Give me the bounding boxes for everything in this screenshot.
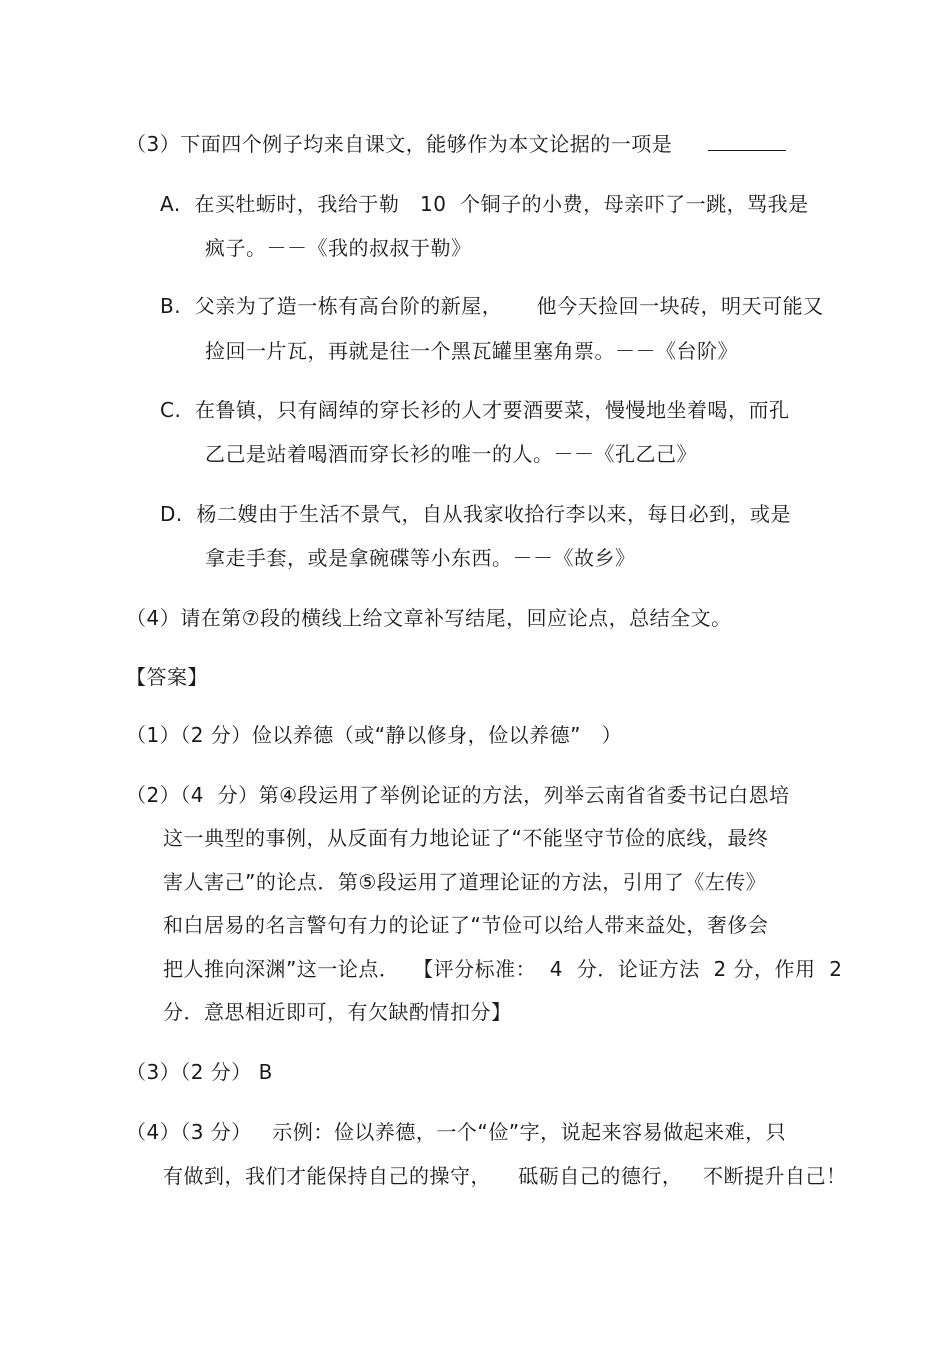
answer-blank (708, 132, 786, 151)
option-b-line1: B. 父亲为了造一栋有高台阶的新屋， 他今天捡回一块砖，明天可能又 (160, 294, 824, 318)
answer-2-line2: 这一典型的事例，从反面有力地论证了“不能坚守节俭的底线，最终 (163, 826, 769, 850)
answer-2-line3: 害人害己”的论点．第⑤段运用了道理论证的方法，引用了《左传》 (163, 870, 767, 894)
answer-2-line5: 把人推向深渊”这一论点． 【评分标准： 4 分．论证方法 2 分，作用 2 (163, 957, 843, 981)
option-b-line2: 捡回一片瓦，再就是往一个黑瓦罐里塞角票。－－《台阶》 (205, 339, 738, 363)
option-d-line2: 拿走手套，或是拿碗碟等小东西。－－《故乡》 (205, 546, 636, 570)
question-3-stem (126, 131, 786, 157)
option-d-line1: D. 杨二嫂由于生活不景气，自从我家收拾行李以来，每日必到，或是 (160, 502, 791, 526)
answer-1: （1）（2 分）俭以养德（或“静以修身，俭以养德” ） (126, 723, 623, 747)
answer-2-line1: （2）（4 分）第④段运用了举例论证的方法，列举云南省省委书记白恩培 (126, 783, 790, 807)
answer-2-line4: 和白居易的名言警句有力的论证了“节俭可以给人带来益处，奢侈会 (163, 913, 769, 937)
option-c-line2: 乙己是站着喝酒而穿长衫的唯一的人。－－《孔乙己》 (205, 442, 697, 466)
option-a-line2: 疯子。－－《我的叔叔于勒》 (205, 236, 472, 260)
question-3-text: （3）下面四个例子均来自课文，能够作为本文论据的一项是 (126, 132, 673, 156)
option-a-line1: A. 在买牡蛎时，我给于勒 10 个铜子的小费，母亲吓了一跳，骂我是 (160, 192, 809, 216)
answer-2-line6: 分．意思相近即可，有欠缺酌情扣分】 (163, 1000, 512, 1024)
answer-4-line1: （4）（3 分） 示例：俭以养德，一个“俭”字，说起来容易做起来难，只 (126, 1120, 787, 1144)
answer-3: （3）（2 分） B (126, 1060, 273, 1084)
answer-heading: 【答案】 (126, 665, 208, 689)
option-c-line1: C. 在鲁镇，只有阔绰的穿长衫的人才要酒要菜，慢慢地坐着喝，而孔 (160, 398, 790, 422)
question-4: （4）请在第⑦段的横线上给文章补写结尾，回应论点，总结全文。 (126, 606, 732, 630)
answer-4-line2: 有做到，我们才能保持自己的操守， 砥砺自己的德行， 不断提升自己！ (163, 1164, 847, 1188)
